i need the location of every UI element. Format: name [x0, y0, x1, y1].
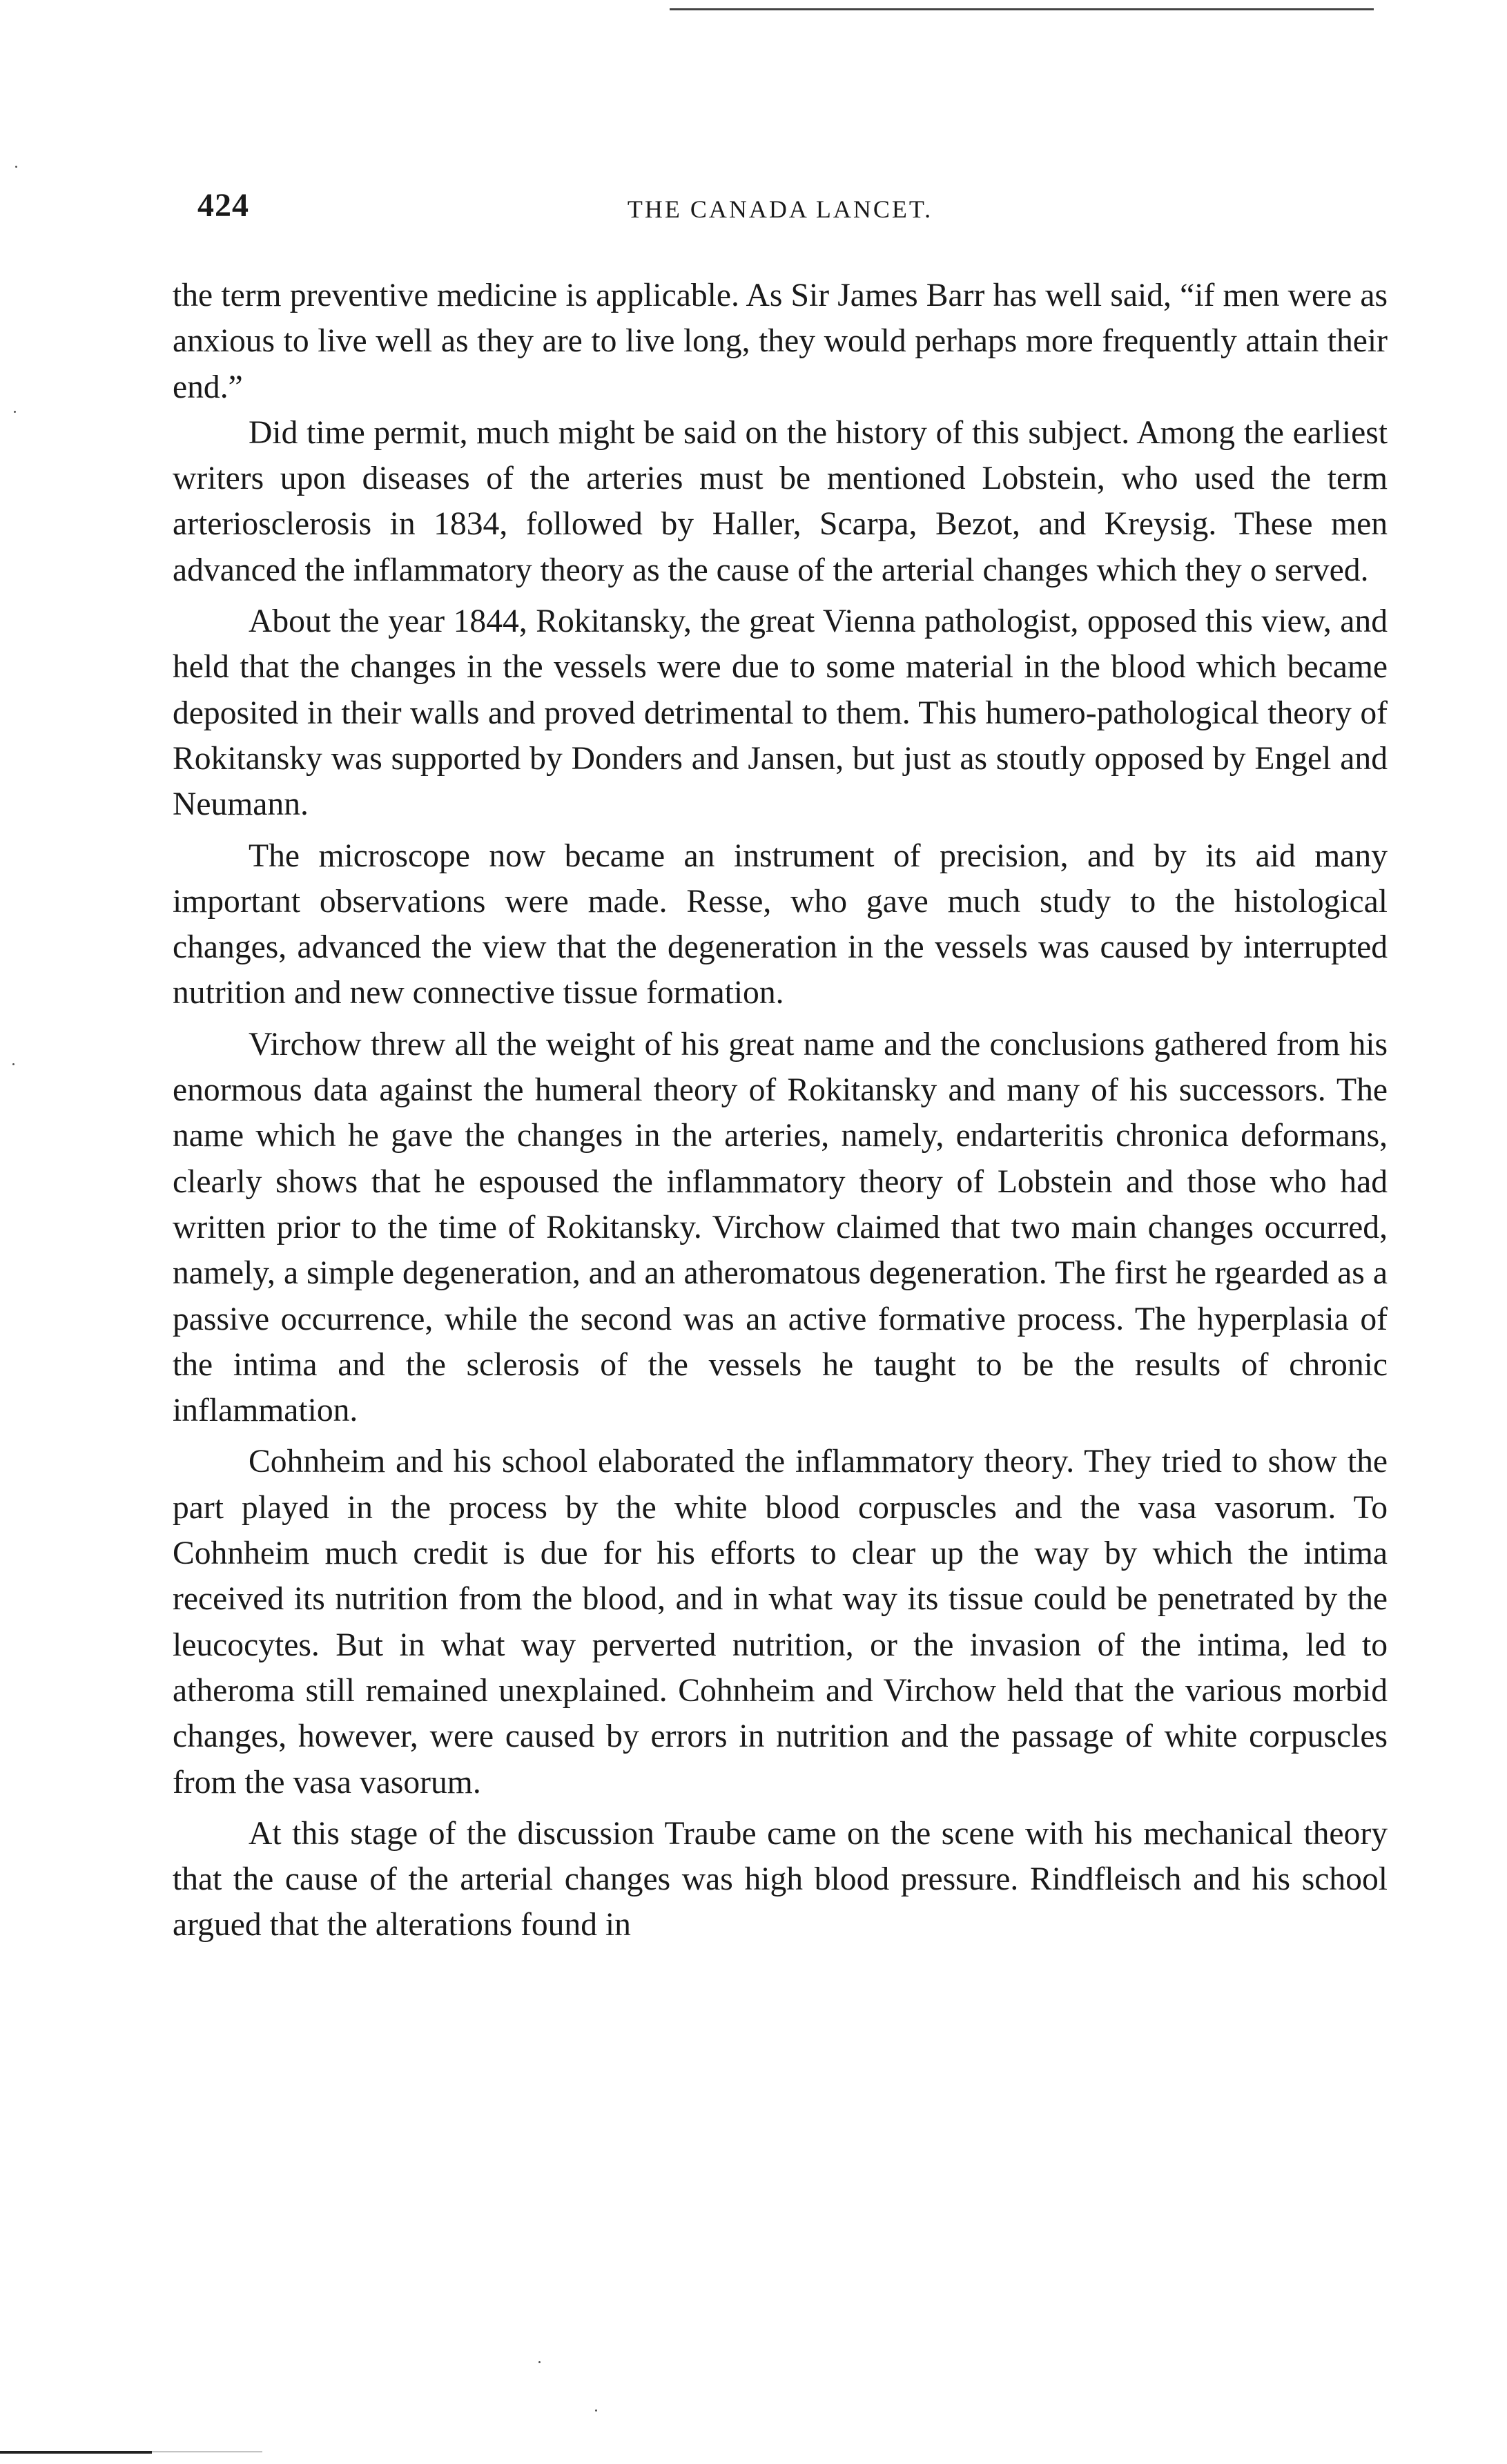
scan-speck	[14, 411, 16, 413]
paragraph: Cohnheim and his school elaborated the inflammatory theory. They tried to show the part played in the process by the white blood corpuscles and the vasa vasorum. To Cohnheim much credit is due for his efforts to clear up the way by which the intima received its nutrition from the blood, and in what way its tissue could be penetrated by the leucocytes. But in what way perverted nutrition, or the invasion of the intima, led to atheroma still remained unexplained. Cohnheim and Virchow held that the various morbid changes, however, were caused by errors in nutrition and the passage of white corpuscles from the vasa vasorum.	[173, 1444, 1388, 1801]
scan-speck	[15, 166, 17, 168]
running-title: THE CANADA LANCET.	[627, 195, 933, 223]
paragraph: Did time permit, much might be said on the history of this subject. Among the earliest writers upon diseases of the arteries must be mentioned Lobstein, who used the term arteriosclerosis in 1834, followed by Haller, Scarpa, Bezot, and Kreysig. These men advanced the inflammatory theory as the cause of the arterial changes which they o served.	[173, 414, 1388, 588]
paragraph: The microscope now became an instrument of precision, and by its aid many important observations were made. Resse, who gave much study to the histological changes, advanced the view that the degeneration in the vessels was caused by interrupted nutrition and new connective tissue formation.	[173, 837, 1388, 1011]
page-header	[173, 186, 1388, 235]
scan-speck	[595, 2409, 597, 2412]
top-scan-rule	[670, 8, 1374, 10]
scan-speck	[12, 1063, 14, 1065]
article-body	[173, 273, 1388, 1948]
scan-speck	[538, 2361, 541, 2363]
paragraph: Virchow threw all the weight of his great name and the conclusions gathered from his enormous data against the humeral theory of Rokitansky and many of his successors. The name which he gave the changes in the arteries, namely, endarteritis chronica deformans, clearly shows that he espoused the inflammatory theory of Lobstein and those who had written prior to the time of Rokitansky. Virchow claimed that two main changes occurred, namely, a simple degeneration, and an atheromatous degeneration. The first he rgearded as a passive occurrence, while the second was an active formative process. The hyperplasia of the intima and the sclerosis of the vessels he taught to be the results of chronic inflammation.	[173, 1026, 1388, 1429]
page-number: 424	[197, 187, 249, 224]
bottom-scan-rule	[0, 2451, 152, 2454]
paragraph: At this stage of the discussion Traube came on the scene with his mechanical theory that the cause of the arterial changes was high blood pressure. Rindfleisch and his school argued that the alterations found in	[173, 1815, 1388, 1943]
paragraph: About the year 1844, Rokitansky, the great Vienna pathologist, opposed this view, and held that the changes in the vessels were due to some material in the blood which became deposited in their walls and proved detrimental to them. This humero-pathological theory of Rokitansky was supported by Donders and Jansen, but just as stoutly opposed by Engel and Neumann.	[173, 603, 1388, 823]
paragraph: the term preventive medicine is applicable. As Sir James Barr has well said, “if men were as anxious to live well as they are to live long, they would perhaps more frequently attain their end.”	[173, 278, 1388, 405]
